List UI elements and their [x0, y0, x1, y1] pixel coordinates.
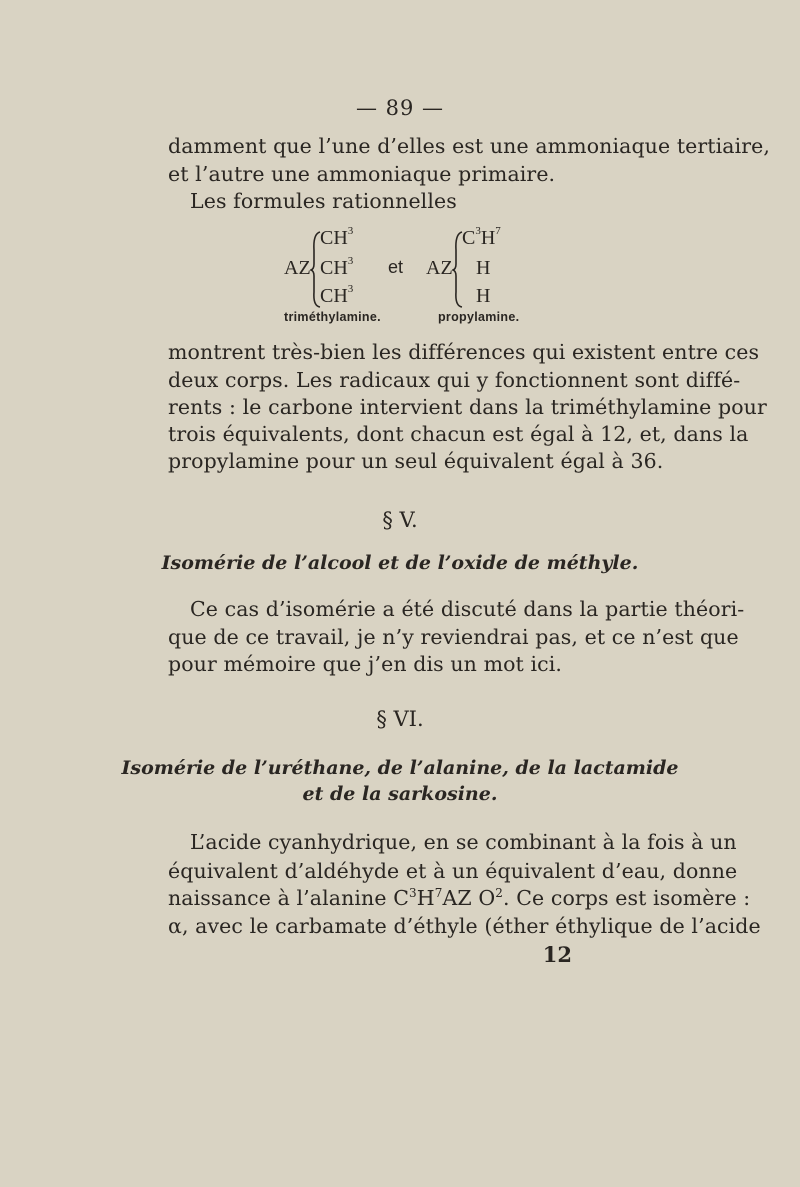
formula-left-group: $CH^3$ — [320, 255, 354, 279]
text-line: damment que l’une d’elles est une ammoniaque tertiaire, — [168, 134, 771, 158]
text-line: que de ce travail, je n’y reviendrai pas, et ce n’est que — [168, 625, 739, 649]
text-line: α, avec le carbamate d’éthyle (éther éthylique de l’acide — [168, 914, 761, 938]
section-mark: § V. — [382, 508, 418, 532]
formula-caption-left: triméthylamine. — [284, 310, 381, 324]
section-title: et de la sarkosine. — [302, 783, 498, 805]
text-line: rents : le carbone intervient dans la triméthylamine pour — [168, 395, 767, 419]
section-mark: § VI. — [376, 707, 424, 731]
formula-right-group: H — [476, 257, 491, 279]
formula-caption-right: propylamine. — [438, 310, 520, 324]
text-line: naissance à l’alanine $C^3H^7AZ$ $O^2$. Ce corps est isomère : — [168, 886, 751, 910]
text-line: montrent très-bien les différences qui existent entre ces — [168, 340, 760, 364]
section-title: Isomérie de l’uréthane, de l’alanine, de la lactamide — [121, 757, 679, 779]
text-line: L’acide cyanhydrique, en se combinant à la fois à un — [190, 830, 737, 854]
formula-left-group: $CH^3$ — [320, 283, 354, 307]
text-line: équivalent d’aldéhyde et à un équivalent d’eau, donne — [168, 859, 738, 883]
text-line: trois équivalents, dont chacun est égal à 12, et, dans la — [168, 422, 749, 446]
page-number: — 89 — — [355, 96, 445, 120]
formula-right-group: H — [476, 285, 491, 307]
formula-right-group: $C^3H^7$ — [462, 225, 501, 249]
formula-left-prefix: AZ — [284, 257, 311, 279]
formula-connector: et — [388, 257, 404, 277]
formula-right-prefix: AZ — [426, 257, 453, 279]
text-line: Les formules rationnelles — [190, 189, 457, 213]
signature-mark: 12 — [542, 942, 572, 967]
section-title: Isomérie de l’alcool et de l’oxide de méthyle. — [161, 552, 639, 574]
formula-left-group: $CH^3$ — [320, 225, 354, 249]
text-line: et l’autre une ammoniaque primaire. — [168, 162, 556, 186]
text-line: deux corps. Les radicaux qui y fonctionnent sont diffé- — [168, 368, 741, 392]
text-line: pour mémoire que j’en dis un mot ici. — [168, 652, 563, 676]
text-line: propylamine pour un seul équivalent égal à 36. — [168, 449, 664, 473]
text-line: Ce cas d’isomérie a été discuté dans la partie théori- — [190, 597, 745, 621]
